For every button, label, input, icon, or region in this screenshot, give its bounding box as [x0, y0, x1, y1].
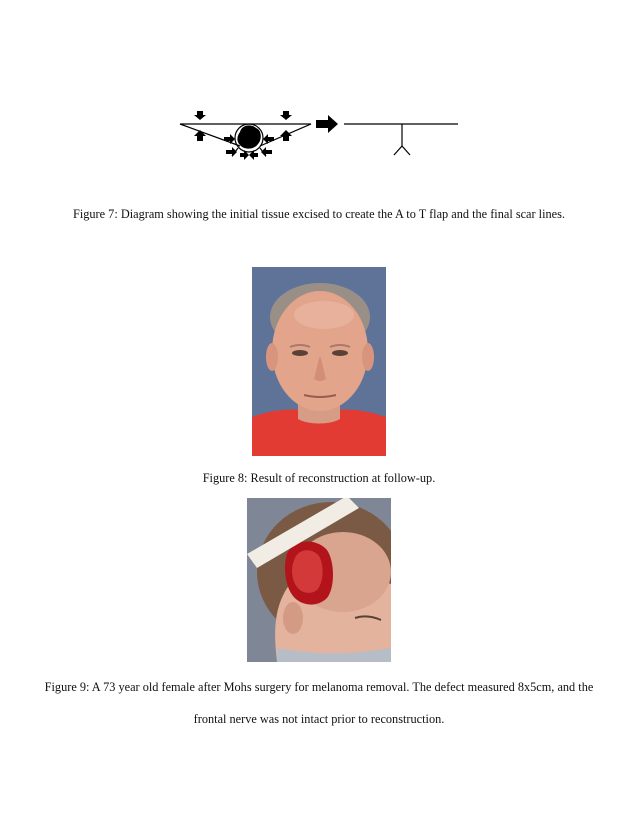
figure-9-caption: Figure 9: A 73 year old female after Mohs surgery for melanoma removal. The defect measured 8x5cm, and the frontal nerve was not intact prior to reconstruction.	[44, 680, 594, 726]
final-t-scar-drawing	[344, 124, 458, 155]
figure-8-photo	[252, 267, 386, 456]
figure-8-caption: Figure 8: Result of reconstruction at follow-up.	[202, 471, 436, 485]
figure-9-photo	[247, 498, 391, 662]
figure-7-caption: Figure 7: Diagram showing the initial tissue excised to create the A to T flap and the final scar lines.	[73, 207, 565, 221]
transition-arrow	[316, 115, 338, 133]
lesion-shape	[237, 125, 260, 148]
a-to-t-flap-diagram	[0, 0, 638, 180]
